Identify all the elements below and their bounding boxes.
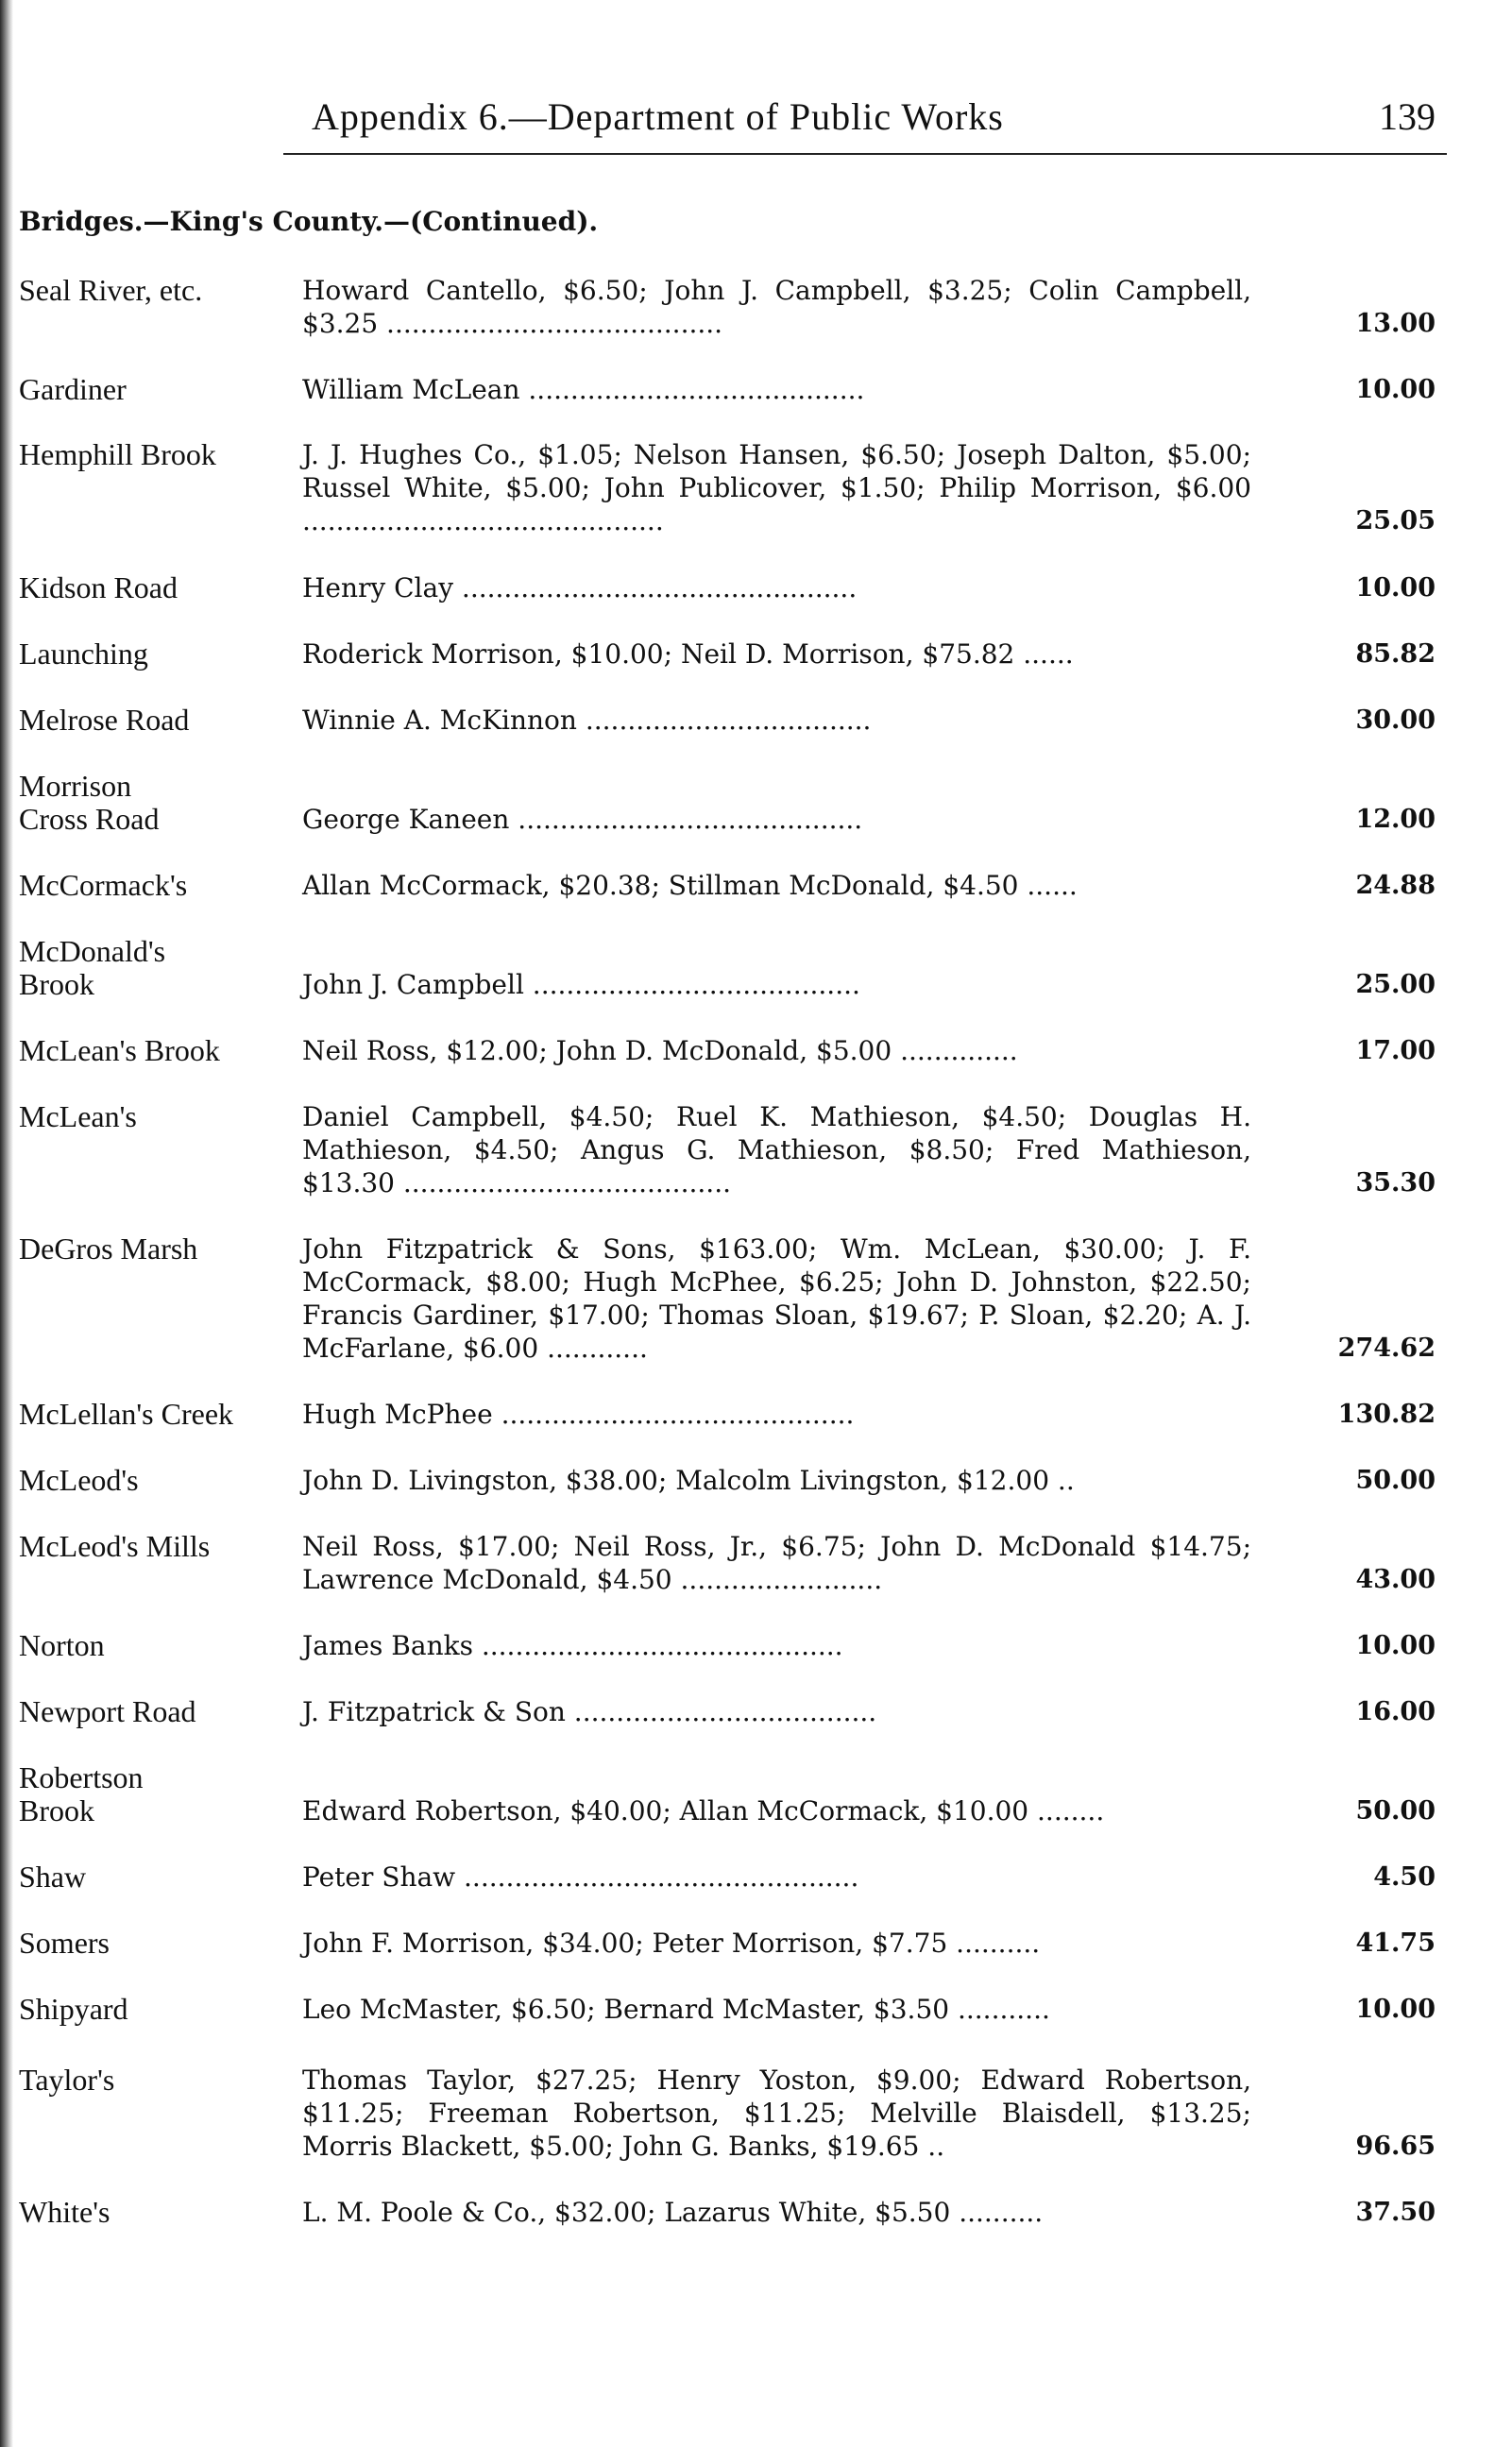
place-name: Gardiner — [19, 372, 127, 406]
amount: 50.00 — [1355, 1466, 1436, 1495]
place-name: Melrose Road — [19, 703, 190, 737]
payee-details: Thomas Taylor, $27.25; Henry Yoston, $9.00; Edward Robertson, $11.25; Freeman Robertson, $11.25; Melville Blaisdell, $13.25; Morris Blackett, $5.00; John G. Banks, $19.65 .. — [302, 2065, 1251, 2162]
place-name: Morrison Cross Road — [19, 769, 160, 836]
payee-details: Roderick Morrison, $10.00; Neil D. Morrison, $75.82 ...... — [302, 638, 1074, 670]
payee-details: J. J. Hughes Co., $1.05; Nelson Hansen, $6.50; Joseph Dalton, $5.00; Russel White, $5.00; John Publicover, $1.50; Philip Morrison, $6.00 ........................................... — [302, 439, 1251, 536]
place-name: McCormack's — [19, 868, 188, 902]
place-name: Shaw — [19, 1860, 87, 1894]
amount: 41.75 — [1355, 1929, 1436, 1958]
place-name: Kidson Road — [19, 570, 178, 604]
amount: 274.62 — [1337, 1334, 1436, 1363]
place-name: Seal River, etc. — [19, 273, 203, 307]
amount: 13.00 — [1355, 309, 1436, 338]
amount: 130.82 — [1337, 1400, 1436, 1429]
place-name: Norton — [19, 1628, 105, 1662]
place-name: McLeod's — [19, 1463, 139, 1497]
amount: 24.88 — [1355, 871, 1436, 900]
amount: 35.30 — [1355, 1168, 1436, 1198]
payee-details: Neil Ross, $17.00; Neil Ross, Jr., $6.75; John D. McDonald $14.75; Lawrence McDonald, $4.50 ........................ — [302, 1531, 1251, 1595]
payee-details: Neil Ross, $12.00; John D. McDonald, $5.00 .............. — [302, 1035, 1018, 1066]
place-name: McDonald's Brook — [19, 934, 166, 1001]
amount: 43.00 — [1355, 1565, 1436, 1594]
payee-details: Peter Shaw ............................................... — [302, 1861, 859, 1893]
place-name: Taylor's — [19, 2063, 115, 2097]
payee-details: William McLean ........................................ — [302, 374, 865, 405]
amount: 50.00 — [1355, 1796, 1436, 1826]
payee-details: Howard Cantello, $6.50; John J. Campbell, $3.25; Colin Campbell, $3.25 ........................................ — [302, 275, 1251, 339]
payee-details: John J. Campbell ....................................... — [302, 969, 860, 1000]
amount: 17.00 — [1355, 1036, 1436, 1065]
payee-details: George Kaneen ......................................... — [302, 804, 863, 835]
place-name: McLean's Brook — [19, 1033, 220, 1067]
amount: 25.00 — [1355, 970, 1436, 999]
amount: 85.82 — [1355, 639, 1436, 669]
place-name: White's — [19, 2195, 110, 2229]
amount: 4.50 — [1373, 1862, 1436, 1892]
amount: 10.00 — [1355, 375, 1436, 404]
payee-details: L. M. Poole & Co., $32.00; Lazarus White, $5.50 .......... — [302, 2197, 1044, 2228]
place-name: McLean's — [19, 1099, 137, 1133]
place-name: Newport Road — [19, 1694, 196, 1728]
place-name: Somers — [19, 1926, 110, 1960]
payee-details: John D. Livingston, $38.00; Malcolm Livingston, $12.00 .. — [302, 1465, 1075, 1496]
payee-details: Allan McCormack, $20.38; Stillman McDonald, $4.50 ...... — [302, 870, 1078, 901]
payee-details: John Fitzpatrick & Sons, $163.00; Wm. McLean, $30.00; J. F. McCormack, $8.00; Hugh McPhee, $6.25; John D. Johnston, $22.50; Francis Gardiner, $17.00; Thomas Sloan, $19.67; P. Sloan, $2.20; A. J. McFarlane, $6.00 ............ — [302, 1233, 1251, 1364]
place-name: DeGros Marsh — [19, 1232, 198, 1266]
place-name: McLeod's Mills — [19, 1529, 211, 1563]
place-name: Shipyard — [19, 1992, 128, 2026]
payee-details: John F. Morrison, $34.00; Peter Morrison, $7.75 .......... — [302, 1928, 1041, 1959]
amount: 96.65 — [1355, 2132, 1436, 2161]
place-name: Hemphill Brook — [19, 437, 216, 471]
place-name: Robertson Brook — [19, 1760, 144, 1827]
amount: 30.00 — [1355, 705, 1436, 735]
payee-details: Winnie A. McKinnon .................................. — [302, 705, 872, 736]
amount: 10.00 — [1355, 1631, 1436, 1660]
payee-details: Leo McMaster, $6.50; Bernard McMaster, $3.50 ........... — [302, 1994, 1050, 2025]
page-number: 139 — [1379, 95, 1436, 138]
amount: 12.00 — [1355, 805, 1436, 834]
amount: 10.00 — [1355, 573, 1436, 603]
amount: 37.50 — [1355, 2198, 1436, 2227]
amount: 16.00 — [1355, 1697, 1436, 1726]
payee-details: Hugh McPhee .......................................... — [302, 1399, 855, 1430]
amount: 25.05 — [1355, 506, 1436, 535]
payee-details: J. Fitzpatrick & Son .................................... — [302, 1696, 877, 1727]
payee-details: Daniel Campbell, $4.50; Ruel K. Mathieson, $4.50; Douglas H. Mathieson, $4.50; Angus G. Mathieson, $8.50; Fred Mathieson, $13.30 ....................................... — [302, 1101, 1251, 1198]
payee-details: Edward Robertson, $40.00; Allan McCormack, $10.00 ........ — [302, 1795, 1105, 1827]
place-name: McLellan's Creek — [19, 1397, 234, 1431]
place-name: Launching — [19, 637, 148, 671]
payee-details: James Banks ........................................... — [302, 1630, 843, 1661]
page-header-title: Appendix 6.—Department of Public Works — [312, 95, 1004, 138]
payee-details: Henry Clay ............................................... — [302, 572, 858, 603]
amount: 10.00 — [1355, 1995, 1436, 2024]
section-heading: Bridges.—King's County.—(Continued). — [19, 206, 599, 237]
